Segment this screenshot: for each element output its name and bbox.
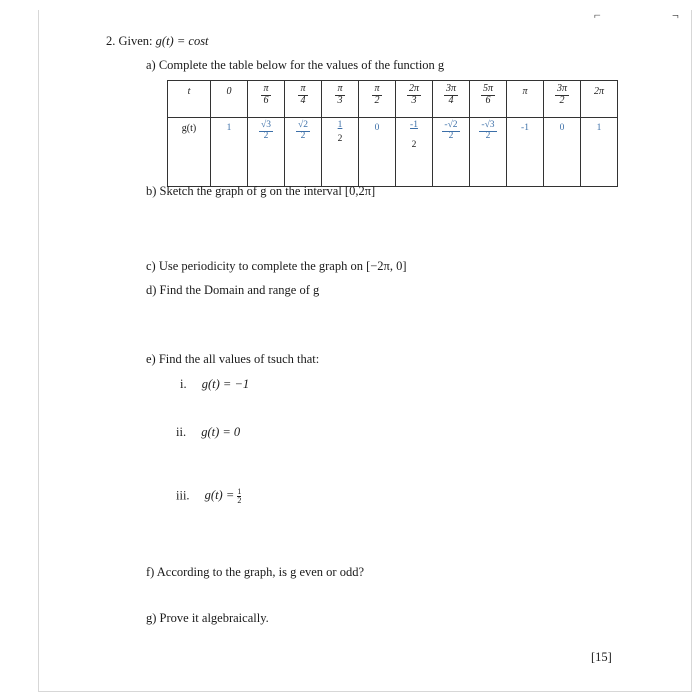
given-label: Given:: [118, 34, 153, 48]
item-expression: g(t) = 0: [201, 425, 241, 439]
item-expression: g(t) = −1: [201, 377, 250, 391]
fraction: $\frac{3\pi}{2}$: [556, 83, 567, 106]
part-f-text: According to the graph, is g even or odd?: [156, 565, 364, 579]
item-label: i.: [180, 377, 187, 391]
item-label: iii.: [176, 488, 190, 503]
given-expression: g(t) = cost: [155, 34, 209, 48]
value-cell: 0: [359, 118, 396, 187]
question-number: 2.: [106, 34, 116, 48]
total-marks: [15]: [591, 650, 612, 664]
header-cell: [359, 81, 396, 118]
fraction: $\frac{\pi}{3}$: [337, 83, 343, 106]
part-b-label: b): [146, 184, 157, 198]
value-cell: 1: [211, 118, 248, 187]
part-f: [146, 565, 364, 580]
header-cell: 2π: [581, 81, 618, 118]
part-e-label: e): [146, 352, 156, 366]
value-cell: [285, 118, 322, 187]
part-b: [146, 184, 375, 199]
value-cell: -1: [507, 118, 544, 187]
fraction: $\frac{2\pi}{3}$: [408, 83, 419, 106]
fraction: $\frac{3\pi}{4}$: [445, 83, 456, 106]
fraction: $\frac{\pi}{4}$: [300, 83, 306, 106]
part-e-item: [176, 488, 241, 505]
part-g-label: g): [146, 611, 157, 625]
values-table: [167, 80, 618, 187]
part-a-text: Complete the table below for the values of the function g: [158, 58, 445, 72]
header-cell: 0: [211, 81, 248, 118]
header-cell: [285, 81, 322, 118]
value-cell: [396, 118, 433, 187]
part-d-text: Find the Domain and range of g: [159, 283, 320, 297]
header-cell: π: [507, 81, 544, 118]
part-d-label: d): [146, 283, 157, 297]
fraction: $\frac{-√3}{2}$: [481, 120, 495, 141]
header-cell: [248, 81, 285, 118]
part-e: [146, 352, 319, 367]
fraction: $\frac{-√2}{2}$: [444, 120, 458, 141]
value-cell: 0: [544, 118, 581, 187]
part-a-label: a): [146, 58, 156, 72]
table-row-g: [168, 118, 618, 187]
split-fraction: $\frac{1}{2}$: [337, 120, 343, 145]
part-c: [146, 259, 407, 274]
header-cell: [433, 81, 470, 118]
part-e-item: [176, 425, 240, 440]
value-cell: [322, 118, 359, 187]
part-g: [146, 611, 269, 626]
value-cell: [433, 118, 470, 187]
item-label: ii.: [176, 425, 187, 439]
fraction: $\frac{5\pi}{6}$: [482, 83, 493, 106]
part-f-label: f): [146, 565, 155, 579]
value-cell: [248, 118, 285, 187]
header-cell: [396, 81, 433, 118]
item-expression: g(t) =: [204, 488, 238, 503]
part-c-label: c): [146, 259, 156, 273]
part-g-text: Prove it algebraically.: [159, 611, 269, 625]
row-label-g: g(t): [168, 118, 211, 187]
part-e-text: Find the all values of tsuch that:: [158, 352, 320, 366]
header-cell: [544, 81, 581, 118]
header-cell: [470, 81, 507, 118]
row-label-t: t: [168, 81, 211, 118]
header-cell: [322, 81, 359, 118]
split-fraction: $\frac{-1}{2}$: [410, 120, 418, 151]
page-corner-mark: ¬: [672, 8, 679, 22]
part-a: [146, 58, 444, 73]
fraction: $\frac{\pi}{6}$: [263, 83, 269, 106]
part-e-item: [180, 377, 249, 392]
table-row-t: [168, 81, 618, 118]
question-heading: [106, 34, 209, 49]
page-corner-mark: ⌐: [594, 8, 601, 22]
part-c-text: Use periodicity to complete the graph on [−2π, 0]: [158, 259, 407, 273]
value-cell: 1: [581, 118, 618, 187]
part-d: [146, 283, 319, 298]
fraction: $\frac{√3}{2}$: [261, 120, 271, 141]
item-fraction: $\frac{1}{2}$: [237, 487, 242, 505]
fraction: $\frac{\pi}{2}$: [374, 83, 380, 106]
fraction: $\frac{√2}{2}$: [298, 120, 308, 141]
part-b-text: Sketch the graph of g on the interval [0,2π]: [159, 184, 376, 198]
value-cell: [470, 118, 507, 187]
